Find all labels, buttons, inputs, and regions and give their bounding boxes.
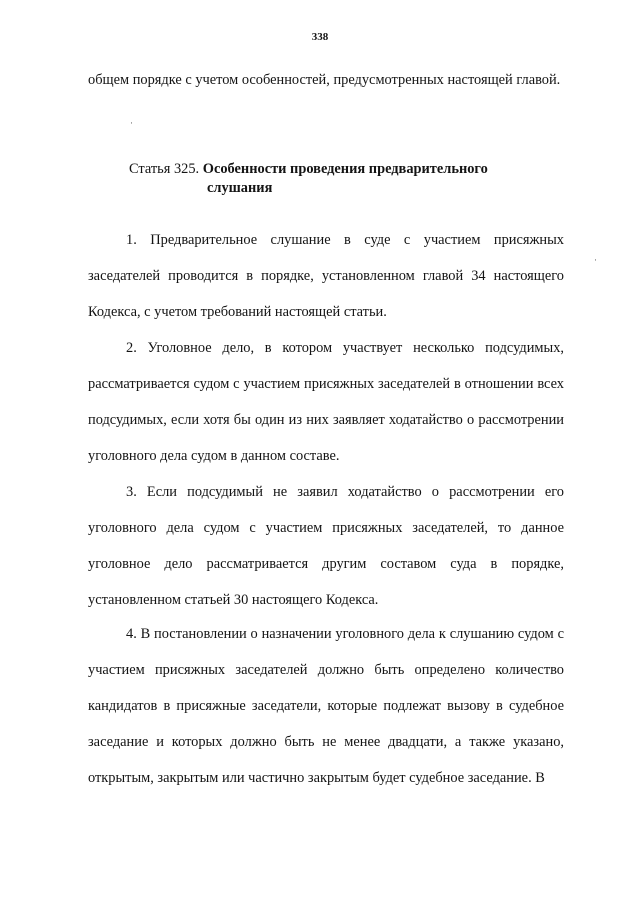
article-title-line1: Особенности проведения предварительного [202, 161, 488, 177]
paragraph-text: 4. В постановлении о назначении уголовного дела к слушанию судом с участием присяжных заседателей должно быть определено количество кандидатов в присяжные заседатели, которые подлежат вызову в судебное заседание и которых должно быть не менее двадцати, а также указано, открытым, закрытым или частично закрытым будет судебное заседание. В [88, 626, 564, 786]
article-label: Статья 325. [129, 161, 200, 177]
paragraph-text: 1. Предварительное слушание в суде с участием присяжных заседателей проводится в порядке, установленном главой 34 настоящего Кодекса, с учетом требований настоящей статьи. [88, 232, 564, 320]
article-heading [129, 160, 569, 198]
paragraph-text: 3. Если подсудимый не заявил ходатайство о рассмотрении его уголовного дела судом с участием присяжных заседателей, то данное уголовное дело рассматривается другим составом суда в порядке, установленном статьей 30 настоящего Кодекса. [88, 484, 564, 608]
paragraph-1 [88, 222, 564, 330]
continuation-text: общем порядке с учетом особенностей, предусмотренных настоящей главой. [88, 72, 561, 88]
page-number: 338 [311, 31, 329, 43]
scan-speck: · [130, 118, 133, 128]
paragraph-2 [88, 330, 564, 474]
scan-speck: · [594, 255, 597, 265]
paragraph-4 [88, 616, 564, 796]
paragraph-text: 2. Уголовное дело, в котором участвует несколько подсудимых, рассматривается судом с участием присяжных заседателей в отношении всех подсудимых, если хотя бы один из них заявляет ходатайство о рассмотрении уголовного дела судом в данном составе. [88, 340, 564, 464]
paragraph-3 [88, 474, 564, 618]
article-title-line2: слушания [207, 180, 273, 196]
